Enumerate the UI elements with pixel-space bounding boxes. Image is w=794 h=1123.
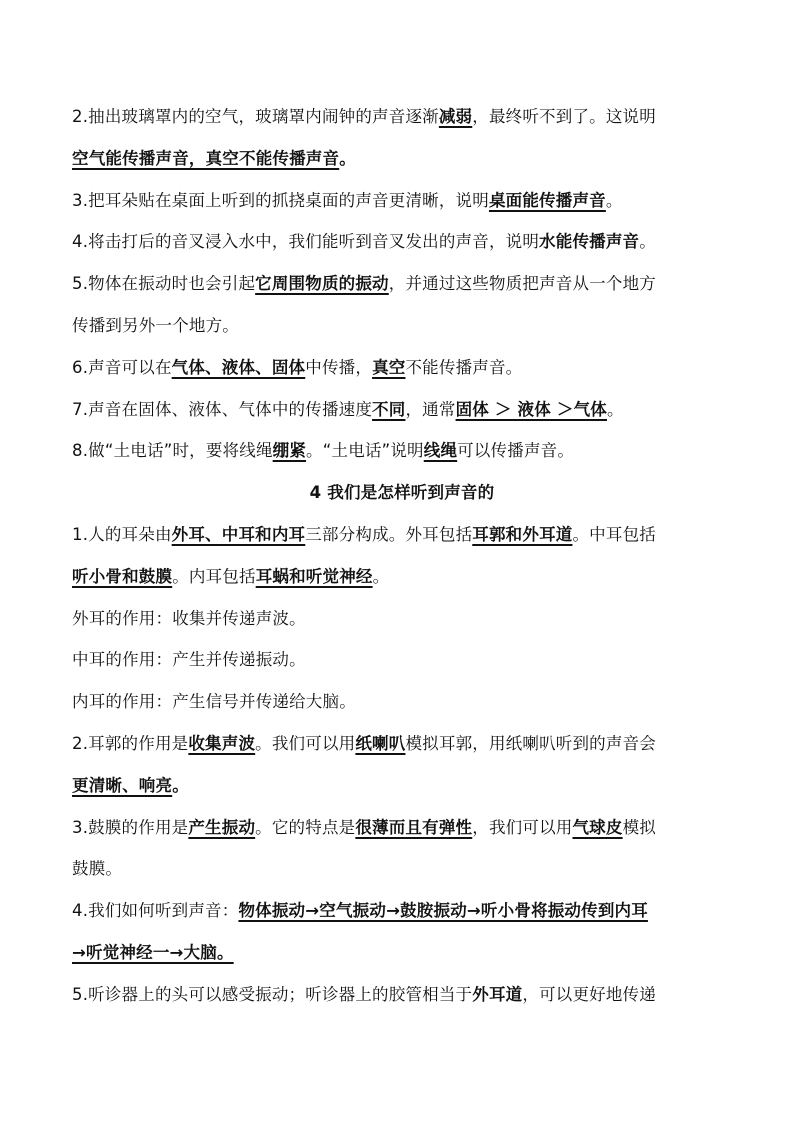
text-line bbox=[72, 765, 732, 807]
text-segment: 不能传播声音。 bbox=[405, 357, 523, 377]
text-segment: 模拟耳郭，用纸喇叭听到的声音会 bbox=[405, 733, 656, 753]
text-segment: 2.耳郭的作用是 bbox=[72, 733, 189, 753]
text-segment: 传播到另外一个地方。 bbox=[72, 315, 239, 335]
text-segment: 。“土电话”说明 bbox=[306, 441, 424, 461]
text-segment: 中传播， bbox=[305, 357, 373, 377]
text-line bbox=[72, 932, 732, 974]
key-answer: 耳郭和外耳道 bbox=[472, 524, 573, 544]
text-segment: ，通常 bbox=[405, 399, 456, 419]
text-segment: 。我们可以用 bbox=[255, 733, 356, 753]
text-segment: 8.做“土电话”时，要将线绳 bbox=[72, 441, 273, 461]
key-answer: 外耳、中耳和内耳 bbox=[171, 524, 306, 544]
text-segment: 中耳的作用：产生并传递振动。 bbox=[72, 650, 306, 670]
text-line bbox=[72, 723, 732, 765]
text-segment: 模拟 bbox=[622, 817, 656, 837]
text-line bbox=[72, 598, 732, 640]
document-page bbox=[72, 96, 732, 1016]
text-line bbox=[72, 347, 732, 389]
text-line bbox=[72, 639, 732, 681]
text-line bbox=[72, 305, 732, 347]
text-segment: ，最终听不到了。这说明 bbox=[472, 107, 656, 126]
text-line bbox=[72, 556, 732, 598]
key-answer: 气球皮 bbox=[572, 817, 623, 837]
key-answer: 耳蜗和听觉神经 bbox=[255, 566, 373, 586]
text-line bbox=[72, 890, 732, 932]
text-segment: 4.我们如何听到声音： bbox=[72, 901, 239, 921]
text-segment: 。 bbox=[639, 232, 656, 252]
text-line bbox=[72, 430, 732, 472]
text-segment: 3.鼓膜的作用是 bbox=[72, 817, 189, 837]
key-answer: 不同 bbox=[372, 399, 406, 419]
text-segment: 。 bbox=[372, 566, 390, 586]
key-answer: 空气能传播声音，真空不能传播声音 bbox=[72, 148, 340, 168]
text-line bbox=[72, 681, 732, 723]
text-line bbox=[72, 848, 732, 890]
text-line bbox=[72, 514, 732, 556]
text-line bbox=[72, 389, 732, 431]
text-segment: 内耳的作用：产生信号并传递给大脑。 bbox=[72, 692, 356, 712]
text-segment: 。中耳包括 bbox=[572, 524, 656, 544]
text-segment: 。 bbox=[607, 399, 624, 419]
key-answer: 减弱 bbox=[438, 107, 473, 126]
key-answer: →听觉神经一→大脑。 bbox=[72, 942, 234, 962]
text-segment: 可以传播声音。 bbox=[457, 441, 575, 461]
key-answer: 收集声波 bbox=[188, 733, 256, 753]
text-line bbox=[72, 180, 732, 222]
text-segment: 外耳的作用：收集并传递声波。 bbox=[72, 608, 306, 628]
key-answer: 气体、液体、固体 bbox=[171, 357, 306, 377]
key-answer: 固体 ＞ 液体 ＞气体 bbox=[455, 399, 607, 419]
text-line bbox=[72, 974, 732, 1016]
text-segment: ，可以更好地传递 bbox=[522, 984, 656, 1004]
text-segment: 4.将击打后的音叉浸入水中，我们能听到音叉发出的声音，说明 bbox=[72, 232, 540, 252]
key-answer: 更清晰、响亮 bbox=[72, 775, 173, 795]
text-segment: ，我们可以用 bbox=[472, 817, 573, 837]
text-segment: 三部分构成。外耳包括 bbox=[305, 524, 473, 544]
text-segment: ，并通过这些物质把声音从一个地方 bbox=[388, 274, 656, 294]
text-segment: 。它的特点是 bbox=[255, 817, 356, 837]
text-segment: 2.抽出玻璃罩内的空气，玻璃罩内闹钟的声音逐渐 bbox=[72, 107, 439, 126]
text-segment: 5.听诊器上的头可以感受振动；听诊器上的胶管相当于 bbox=[72, 984, 473, 1004]
key-answer: 听小骨和鼓膜 bbox=[72, 566, 173, 586]
text-line bbox=[72, 221, 732, 263]
text-segment: 鼓膜。 bbox=[72, 859, 123, 879]
key-answer: 绷紧 bbox=[272, 441, 307, 461]
text-segment: 4 我们是怎样听到声音的 bbox=[309, 483, 495, 503]
text-segment: 6.声音可以在 bbox=[72, 357, 172, 377]
key-answer: 产生振动 bbox=[188, 817, 256, 837]
key-answer: 物体振动→空气振动→鼓胺振动→听小骨将振动传到内耳 bbox=[238, 901, 648, 921]
key-answer: 纸喇叭 bbox=[355, 733, 406, 753]
text-line bbox=[72, 138, 732, 180]
bold-text: 外耳道 bbox=[472, 984, 523, 1004]
bold-text: 水能传播声音 bbox=[539, 232, 640, 252]
text-segment: 1.人的耳朵由 bbox=[72, 524, 172, 544]
text-segment: 3.把耳朵贴在桌面上听到的抓挠桌面的声音更清晰，说明 bbox=[72, 190, 489, 210]
text-line bbox=[72, 96, 732, 138]
text-segment: 。 bbox=[605, 190, 623, 210]
bold-text: 。 bbox=[172, 775, 189, 795]
text-segment: 7.声音在固体、液体、气体中的传播速度 bbox=[72, 399, 373, 419]
text-line bbox=[72, 807, 732, 849]
text-segment: 。内耳包括 bbox=[172, 566, 256, 586]
key-answer: 很薄而且有弹性 bbox=[355, 817, 473, 837]
section-heading bbox=[72, 472, 732, 514]
text-line bbox=[72, 263, 732, 305]
text-segment: 5.物体在振动时也会引起 bbox=[72, 274, 256, 294]
key-answer: 它周围物质的振动 bbox=[255, 274, 389, 294]
key-answer: 真空 bbox=[372, 357, 406, 377]
key-answer: 线绳 bbox=[423, 441, 458, 461]
bold-text: 。 bbox=[339, 148, 356, 168]
key-answer: 桌面能传播声音 bbox=[488, 190, 606, 210]
